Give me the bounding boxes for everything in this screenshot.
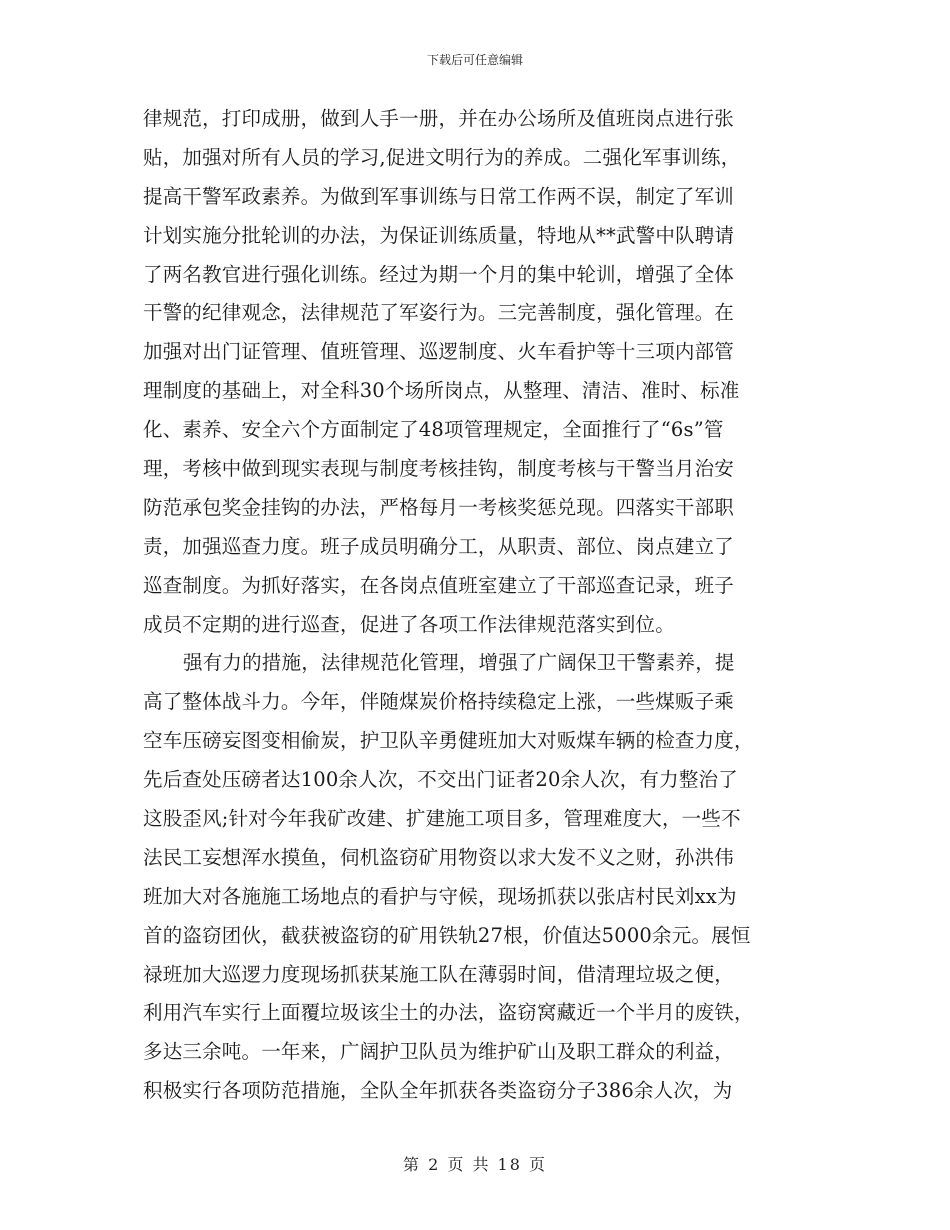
text-line: 律规范，打印成册，做到人手一册，并在办公场所及值班岗点进行张: [143, 107, 735, 130]
text-line: 班加大对各施施工场地点的看护与守候，现场抓获以张店村民刘xx为: [143, 884, 737, 908]
page-header: 下载后可任意编辑: [426, 53, 523, 67]
text-line: 先后查处压磅者达100余人次，不交出门证者20余人次，有力整治了: [143, 768, 738, 792]
text-line: 化、素养、安全六个方面制定了48项管理规定，全面推行了“6s”管: [143, 418, 724, 442]
text-line: 高了整体战斗力。今年，伴随煤炭价格持续稳定上涨，一些煤贩子乘: [143, 690, 735, 714]
paragraph-start-line: 强有力的措施，法律规范化管理，增强了广阔保卫干警素养，提: [183, 651, 735, 675]
text-line: 禄班加大巡逻力度现场抓获某施工队在薄弱时间，借清理垃圾之便，: [143, 962, 735, 986]
text-line: 理制度的基础上，对全科30个场所岗点，从整理、清洁、准时、标准: [143, 379, 740, 403]
text-line: 计划实施分批轮训的办法，为保证训练质量，特地从**武警中队聘请: [143, 223, 735, 247]
text-line: 成员不定期的进行巡查，促进了各项工作法律规范落实到位。: [143, 612, 675, 636]
text-line: 巡查制度。为抓好落实，在各岗点值班室建立了干部巡查记录，班子: [143, 573, 735, 597]
text-line: 这股歪风;针对今年我矿改建、扩建施工项目多，管理难度大，一些不: [143, 807, 741, 831]
text-line: 加强对出门证管理、值班管理、巡逻制度、火车看护等十三项内部管: [143, 340, 735, 364]
text-line: 利用汽车实行上面覆垃圾该尘土的办法，盗窃窝藏近一个半月的废铁，: [143, 1001, 754, 1025]
text-line: 干警的纪律观念，法律规范了军姿行为。三完善制度，强化管理。在: [143, 301, 735, 325]
text-line: 责，加强巡查力度。班子成员明确分工，从职责、部位、岗点建立了: [143, 534, 735, 558]
text-line: 多达三余吨。一年来，广阔护卫队员为维护矿山及职工群众的利益，: [143, 1040, 735, 1064]
text-line: 防范承包奖金挂钩的办法，严格每月一考核奖惩兑现。四落实干部职: [143, 495, 735, 519]
page-footer: 第 2 页 共 18 页: [403, 1155, 547, 1174]
body-text: [143, 100, 813, 1111]
text-line: 积极实行各项防范措施，全队全年抓获各类盗窃分子386余人次，为: [143, 1079, 733, 1103]
text-line: 首的盗窃团伙，截获被盗窃的矿用铁轨27根，价值达5000余元。展恒: [143, 923, 751, 947]
text-line: 提高干警军政素养。为做到军事训练与日常工作两不误，制定了军训: [143, 184, 735, 208]
text-line: 理，考核中做到现实表现与制度考核挂钩，制度考核与干警当月治安: [143, 457, 735, 481]
text-line: 了两名教官进行强化训练。经过为期一个月的集中轮训，增强了全体: [143, 262, 735, 286]
text-line: 贴，加强对所有人员的学习,促进文明行为的养成。二强化军事训练，: [143, 145, 741, 169]
text-line: 法民工妄想浑水摸鱼，伺机盗窃矿用物资以求大发不义之财，孙洪伟: [143, 845, 735, 869]
text-line: 空车压磅妄图变相偷炭，护卫队辛勇健班加大对贩煤车辆的检查力度，: [143, 729, 754, 753]
